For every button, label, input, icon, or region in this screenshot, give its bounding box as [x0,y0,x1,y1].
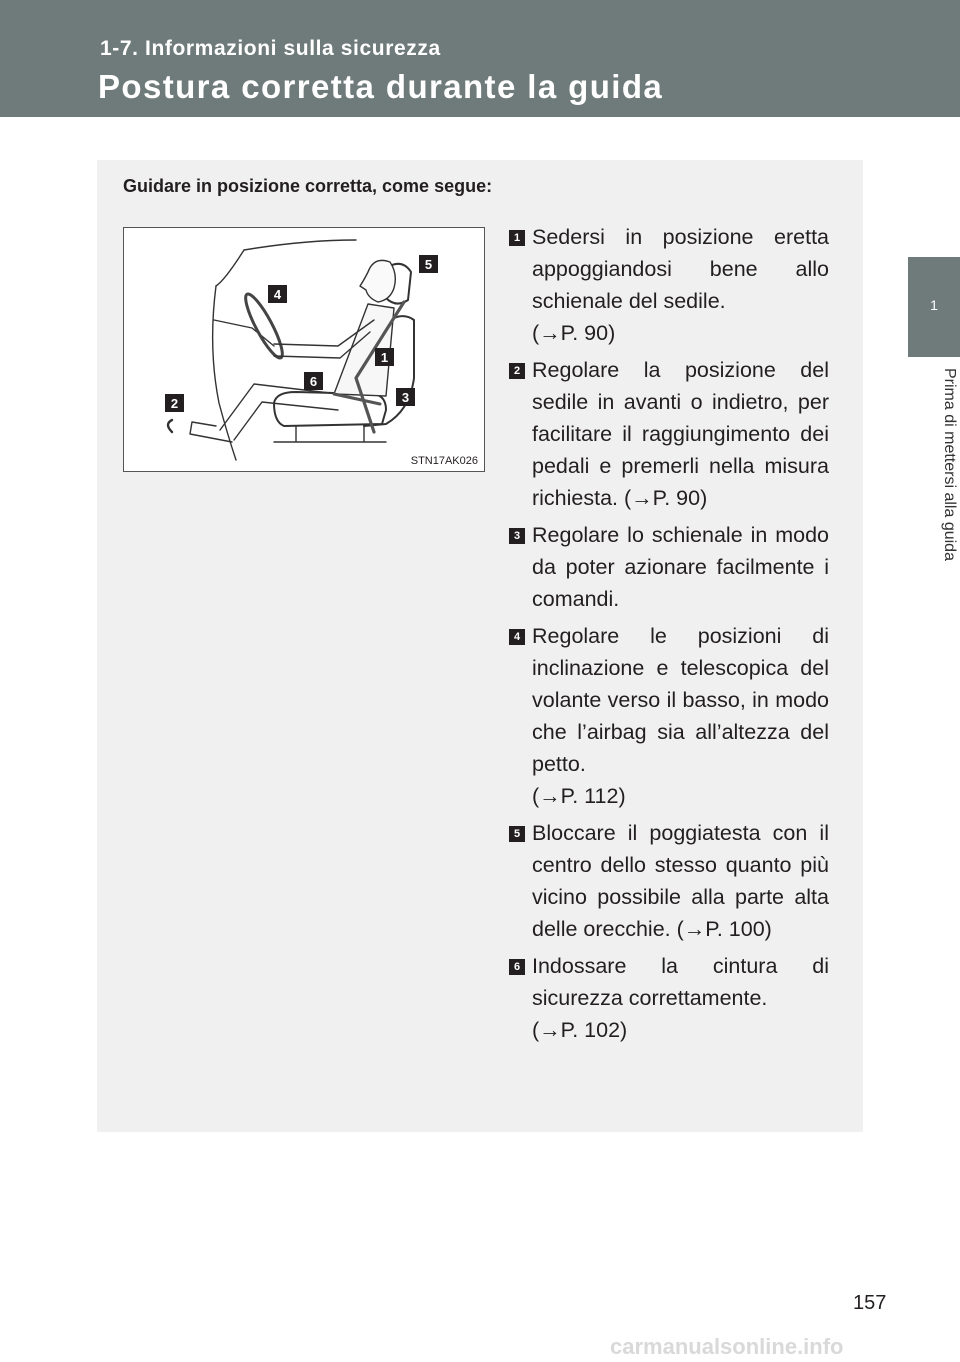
driver-illustration [124,228,484,471]
step-list [509,221,829,1051]
step-text: Indossare la cintura di sicurezza correttamente. [532,954,829,1010]
page-header [0,0,960,117]
figure-code: STN17AK026 [410,455,478,467]
step-number-badge: 5 [509,826,525,842]
figure-callout-5 [419,255,438,273]
intro-text: Guidare in posizione corretta, come segue: [123,176,493,196]
list-item [509,817,829,945]
watermark: carmanualsonline.info [610,1334,844,1359]
svg-text:3: 3 [401,390,410,405]
step-number-badge: 2 [509,363,525,379]
chapter-title: Prima di mettersi alla guida [941,368,958,561]
svg-text:6: 6 [309,374,318,389]
page-reference-link[interactable]: (→P. 90) [532,321,616,345]
list-item [509,620,829,812]
list-item [509,354,829,514]
driving-posture-figure [123,227,485,472]
content-box [97,160,863,1132]
figure-callout-1 [375,348,394,366]
figure-callout-3 [396,388,415,406]
step-number-badge: 1 [509,230,525,246]
chapter-number: 1 [930,297,938,313]
step-text: Regolare la posizione del sedile in avanti o indietro, per facilitare il raggiungimento dei pedali e premerli nella misura richiesta. (→P. 90) [532,358,829,510]
page-reference-link[interactable]: (→P. 112) [532,784,626,808]
page-number: 157 [853,1292,887,1314]
svg-text:5: 5 [424,257,433,272]
page-title: Postura corretta durante la guida [98,68,664,105]
step-text: Bloccare il poggiatesta con il centro dello stesso quanto più vicino possibile alla parte alta delle orecchie. (→P. 100) [532,821,829,941]
svg-text:4: 4 [273,287,282,302]
figure-callout-6 [304,372,323,390]
step-number-badge: 6 [509,959,525,975]
step-text: Sedersi in posizione eretta appoggiandosi bene allo schienale del sedile. [532,225,829,313]
list-item [509,519,829,615]
chapter-tab[interactable] [908,257,960,357]
step-text: Regolare le posizioni di inclinazione e telescopica del volante verso il basso, in modo che l’airbag sia all’altezza del petto. [532,624,829,776]
svg-text:2: 2 [170,396,179,411]
figure-callout-2 [165,394,184,412]
svg-text:1: 1 [380,350,389,365]
step-number-badge: 4 [509,629,525,645]
list-item [509,221,829,349]
list-item [509,950,829,1046]
figure-callout-4 [268,285,287,303]
page-reference-link[interactable]: (→P. 102) [532,1018,628,1042]
step-text: Regolare lo schienale in modo da poter azionare facilmente i comandi. [532,523,829,611]
section-label: 1-7. Informazioni sulla sicurezza [100,37,441,60]
step-number-badge: 3 [509,528,525,544]
